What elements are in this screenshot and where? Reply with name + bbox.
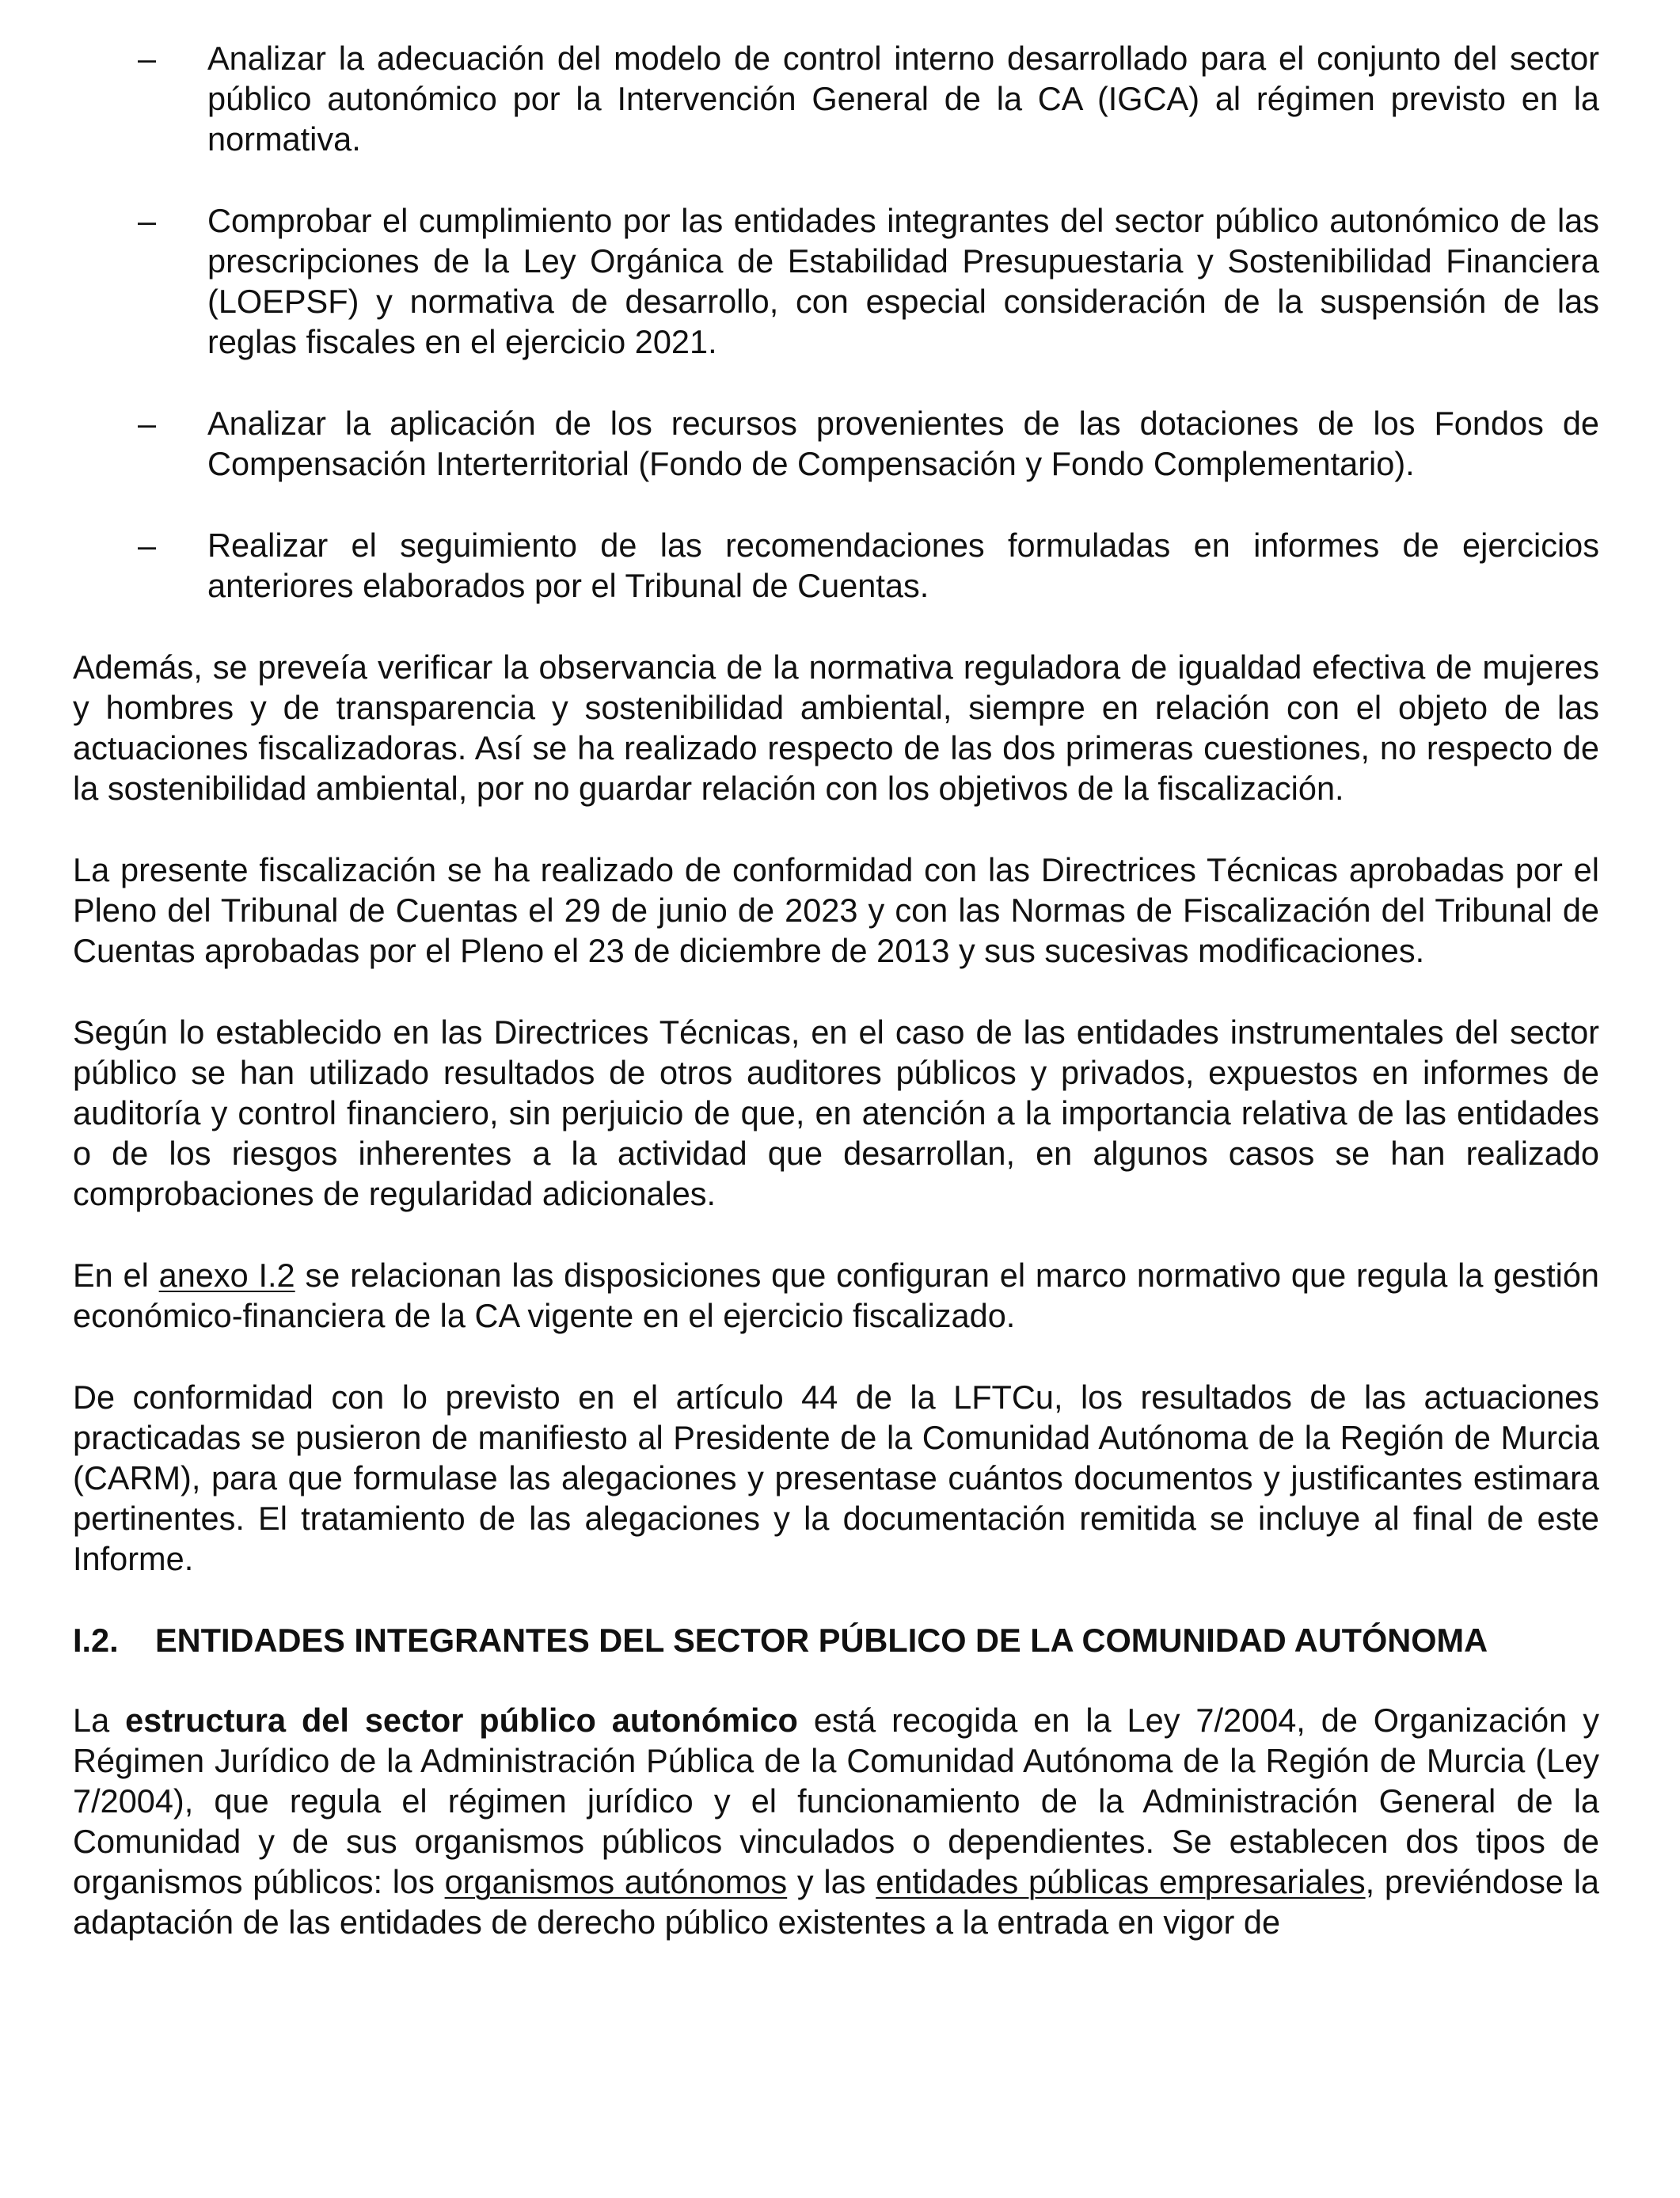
section-number: I.2.: [73, 1622, 119, 1659]
paragraph-ademas: Además, se preveía verificar la observancia de la normativa reguladora de igualdad efectiva de mujeres y hombres y de transparencia y sostenibilidad ambiental, siempre en relación con el objeto de las actuaciones fiscalizadoras. Así se ha realizado respecto de las dos primeras cuestiones, no respecto de la sostenibilidad ambiental, por no guardar relación con los objetivos de la fiscalización.: [73, 648, 1599, 807]
estructura-mid: está recogida en la Ley 7/2004, de Organización y Régimen Jurídico de la Administración Pública de la Comunidad Autónoma de la Región de Murcia (Ley 7/2004), que regula el régimen jurídico y el funcionamiento de la Administración General de la Comunidad y de sus organismos públicos vinculados o dependientes. Se establecen dos tipos de organismos públicos: los: [73, 1702, 1599, 1900]
paragraph-estructura: [73, 1700, 1599, 1942]
bullet-text: Analizar la aplicación de los recursos provenientes de las dotaciones de los Fondos de Compensación Interterritorial (Fondo de Compensación y Fondo Complementario).: [207, 405, 1599, 482]
bullet-text: Realizar el seguimiento de las recomendaciones formuladas en informes de ejercicios anteriores elaborados por el Tribunal de Cuentas.: [207, 527, 1599, 604]
paragraph-anexo-post: se relacionan las disposiciones que configuran el marco normativo que regula la gestión económico-financiera de la CA vigente en el ejercicio fiscalizado.: [73, 1257, 1600, 1334]
estructura-pre: La: [73, 1702, 126, 1739]
paragraph-anexo: [73, 1255, 1599, 1336]
estructura-mid2: y las: [787, 1863, 876, 1900]
section-heading: [73, 1620, 1599, 1660]
bullet-item: [73, 38, 1599, 159]
document-page: [73, 38, 1599, 1983]
paragraph-presente: La presente fiscalización se ha realizado de conformidad con las Directrices Técnicas aprobadas por el Pleno del Tribunal de Cuentas el 29 de junio de 2023 y con las Normas de Fiscalización del Tribunal de Cuentas aprobadas por el Pleno el 23 de diciembre de 2013 y sus sucesivas modificaciones.: [73, 851, 1599, 969]
bullet-item: [73, 200, 1599, 362]
bullet-text: Analizar la adecuación del modelo de control interno desarrollado para el conjunto del sector público autonómico por la Intervención General de la CA (IGCA) al régimen previsto en la normativa.: [207, 40, 1599, 158]
organismos-autonomos-link[interactable]: organismos autónomos: [444, 1863, 788, 1900]
bullet-text: Comprobar el cumplimiento por las entidades integrantes del sector público autonómico de las prescripciones de la Ley Orgánica de Estabilidad Presupuestaria y Sostenibilidad Financiera (LOEPSF) y normativa de desarrollo, con especial consideración de la suspensión de las reglas fiscales en el ejercicio 2021.: [207, 202, 1599, 360]
bullet-dash: –: [138, 202, 157, 239]
bullet-item: [73, 403, 1599, 484]
paragraph-segun: Según lo establecido en las Directrices Técnicas, en el caso de las entidades instrumentales del sector público se han utilizado resultados de otros auditores públicos y privados, expuestos en informes de auditoría y control financiero, sin perjuicio de que, en atención a la importancia relativa de las entidades o de los riesgos inherentes a la actividad que desarrollan, en algunos casos se han realizado comprobaciones de regularidad adicionales.: [73, 1013, 1599, 1212]
bullet-item: [73, 525, 1599, 606]
paragraph-conformidad: De conformidad con lo previsto en el artículo 44 de la LFTCu, los resultados de las actuaciones practicadas se pusieron de manifiesto al Presidente de la Comunidad Autónoma de la Región de Murcia (CARM), para que formulase las alegaciones y presentase cuántos documentos y justificantes estimara pertinentes. El tratamiento de las alegaciones y la documentación remitida se incluye al final de este Informe.: [73, 1379, 1599, 1577]
anexo-link[interactable]: anexo I.2: [158, 1257, 295, 1294]
paragraph-anexo-pre: En el: [73, 1257, 159, 1294]
bullet-dash: –: [138, 405, 157, 442]
estructura-post: , previéndose la adaptación de las entidades de derecho público existentes a la entrada en vigor de: [73, 1863, 1600, 1941]
bullet-dash: –: [138, 40, 157, 77]
section-title: ENTIDADES INTEGRANTES DEL SECTOR PÚBLICO DE LA COMUNIDAD AUTÓNOMA: [155, 1622, 1488, 1659]
estructura-bold: estructura del sector público autonómico: [125, 1702, 798, 1739]
entidades-publicas-empresariales-link[interactable]: entidades públicas empresariales: [876, 1863, 1366, 1900]
bullet-dash: –: [138, 527, 157, 564]
